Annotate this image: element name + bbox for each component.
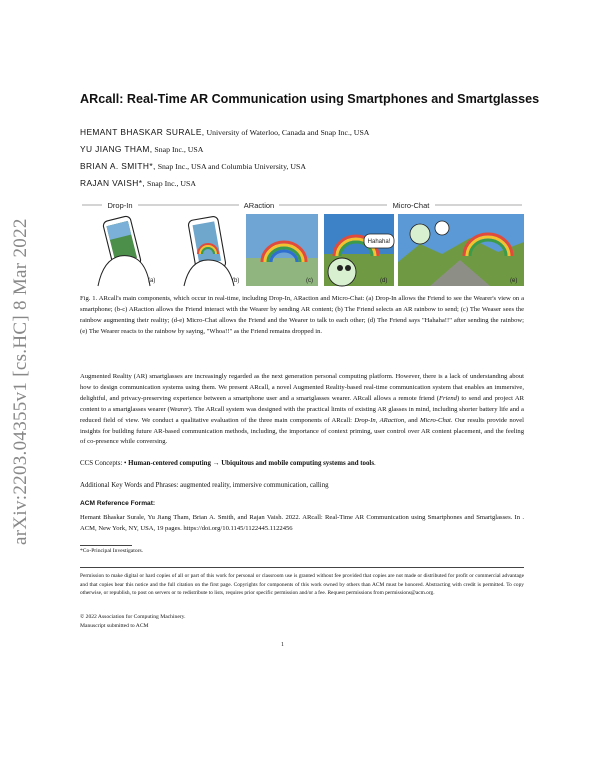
- sub-label-c: (c): [306, 278, 313, 284]
- abstract-text: . Our results provide novel insights for building future AR-based communication methods, including, the importance of context priming, user control over AR content placement, and the feeling of co-presence while conversing.: [80, 416, 524, 446]
- ccs-concepts: [80, 459, 524, 470]
- panel-c-photo: [246, 214, 318, 286]
- panel-a-sketch: [98, 215, 155, 286]
- abstract-emphasis: ARaction: [379, 416, 405, 424]
- author-name: YU JIANG THAM,: [80, 144, 153, 154]
- abstract-emphasis: Wearer: [169, 405, 189, 413]
- author-entry: [80, 141, 369, 158]
- panel-title-araction: ARaction: [243, 201, 275, 210]
- speech-bubble-text: Hahaha!: [367, 239, 391, 245]
- panel-title-micro-chat: Micro-Chat: [392, 201, 430, 210]
- author-entry: [80, 175, 369, 192]
- keywords: Additional Key Words and Phrases: augmented reality, immersive communication, calling: [80, 482, 329, 489]
- figure-caption: [80, 294, 524, 338]
- abstract-text: ). The ARcall system was designed with the practical limits of existing AR glasses in mind, including shorter battery life and a reduced field of view. We conduct a qualitative evaluation of the three main components of ARcall:: [80, 405, 524, 424]
- panel-e-photo: [398, 214, 524, 286]
- teaser-figure: [80, 196, 524, 288]
- caption-lead: Fig. 1.: [80, 295, 98, 302]
- abstract-emphasis: Micro-Chat: [419, 416, 451, 424]
- footnote: *Co-Principal Investigators.: [80, 548, 144, 554]
- author-entry: [80, 158, 369, 175]
- reference-heading: ACM Reference Format:: [80, 500, 156, 507]
- abstract-emphasis: Friend: [438, 394, 457, 402]
- ccs-end: .: [374, 460, 376, 467]
- panel-b-sketch: [184, 216, 239, 286]
- abstract-text: ) to send and project AR content to a smartglasses wearer (: [80, 394, 524, 413]
- permission-rule: [80, 567, 524, 568]
- caption-text: ARcall's main components, which occur in real-time, including Drop-In, ARaction and Micro-Chat: (a) Drop-In allows the Friend to see the Wearer's view on a smartphone; (b-c) ARaction allows the Friend interact with the Wearer by sending AR content; (b) The Friend selects an AR rainbow to send; (c) The Weaser sees the rainbow augmenting their reality; (d-e) Micro-Chat allows the Friend and the Wearer to talk to each other; (d) The Friend says "Hahaha!!" after sending the rainbow; (e) The Wearer reacts to the rainbow by saying, "Whoa!!" as the Friend remains dropped in.: [80, 295, 524, 335]
- sub-label-e: (e): [510, 278, 518, 284]
- permission-notice: Permission to make digital or hard copies of all or part of this work for personal or classroom use is granted without fee provided that copies are not made or distributed for profit or commercial advantage and that copies bear this notice and the full citation on the first page. Copyrights for components of this work owned by others than ACM must be honored. Abstracting with credit is permitted. To copy otherwise, or republish, to post on servers or to redistribute to lists, requires prior specific permission and/or a fee. Request permissions from permissions@acm.org.: [80, 573, 524, 597]
- panel-d-sketch: [324, 214, 394, 286]
- sub-label-d: (d): [380, 278, 388, 284]
- page-number: 1: [281, 642, 284, 648]
- author-name: BRIAN A. SMITH*,: [80, 161, 156, 171]
- reference-text: Hemant Bhaskar Surale, Yu Jiang Tham, Brian A. Smith, and Rajan Vaish. 2022. ARcall: Real-Time AR Communication using Smartphones and Smartglasses. In . ACM, New York, NY, USA, 19 pages. https://doi.org/10.1145/1122445.1122456: [80, 514, 524, 532]
- sub-label-b: (b): [232, 278, 240, 284]
- copyright-block: [80, 613, 186, 630]
- abstract-text: Augmented Reality (AR) smartglasses are increasingly regarded as the next generation personal computing platform. However, there is a lack of understanding about how to design communication systems using them. We present ARcall, a novel Augmented Reality-based real-time communication system that enables an immersive, delightful, and privacy-preserving experience between a smartphone user and a smartglasses wearer. ARcall allows a remote friend (: [80, 373, 524, 402]
- author-entry: [80, 124, 369, 141]
- author-name: HEMANT BHASKAR SURALE,: [80, 127, 205, 137]
- panel-title-drop-in: Drop-In: [107, 201, 133, 210]
- ccs-label: CCS Concepts: •: [80, 460, 129, 467]
- author-affiliation: Snap Inc., USA: [145, 179, 196, 188]
- ccs-concept: Human-centered computing → Ubiquitous and mobile computing systems and tools: [128, 460, 375, 467]
- abstract: [80, 372, 524, 448]
- author-affiliation: Snap Inc., USA and Columbia University, USA: [155, 162, 306, 171]
- author-affiliation: University of Waterloo, Canada and Snap Inc., USA: [204, 128, 370, 137]
- abstract-text: ,: [375, 416, 380, 424]
- arxiv-stamp: arXiv:2203.04355v1 [cs.HC] 8 Mar 2022: [10, 218, 31, 545]
- author-name: RAJAN VAISH*,: [80, 178, 146, 188]
- abstract-emphasis: Drop-In: [354, 416, 376, 424]
- manuscript-line: Manuscript submitted to ACM: [80, 622, 149, 629]
- copyright-line: © 2022 Association for Computing Machinery.: [80, 614, 186, 620]
- sub-label-a: (a): [148, 278, 156, 284]
- author-affiliation: Snap Inc., USA: [152, 145, 204, 154]
- paper-title: ARcall: Real-Time AR Communication using Smartphones and Smartglasses: [80, 92, 540, 106]
- author-list: [80, 124, 369, 192]
- abstract-text: , and: [404, 416, 420, 424]
- footnote-rule: [80, 545, 132, 546]
